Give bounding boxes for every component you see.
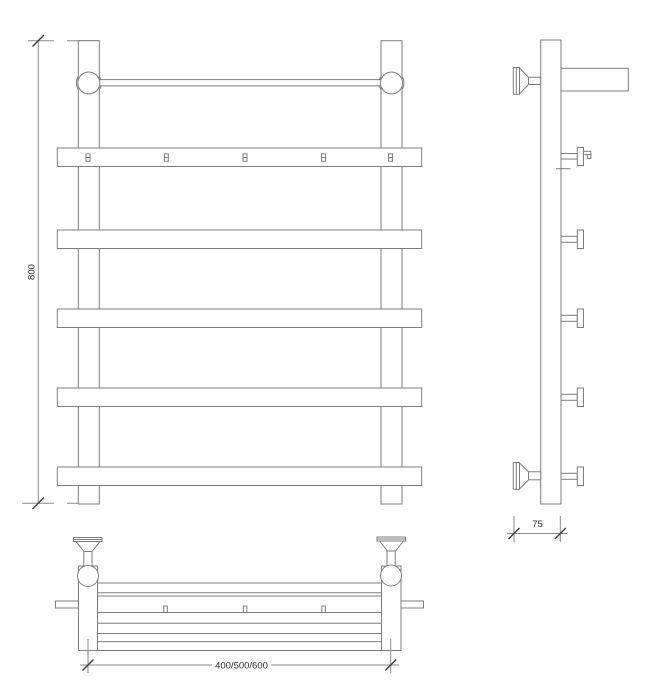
bracket-stem [529, 77, 541, 84]
height-dimension-label: 800 [26, 264, 38, 280]
top-towel-bar [100, 80, 382, 86]
plan-right-bar-end [401, 601, 424, 608]
cross-bar [57, 309, 421, 328]
front-view [22, 35, 422, 509]
plan-hooks [164, 606, 325, 613]
width-dimension-label: 400/500/600 [215, 660, 268, 672]
plan-right-bracket [377, 537, 406, 566]
left-bar-end-circle [78, 72, 100, 94]
shelf-bar [57, 148, 421, 167]
plan-back-bar [98, 642, 382, 651]
cross-bar [57, 230, 421, 249]
side-post [541, 40, 561, 504]
bracket-cone [520, 68, 529, 94]
side-top-arm [561, 68, 628, 91]
bracket-cone [380, 541, 404, 551]
plan-right-circle [381, 565, 402, 586]
right-bar-end-circle [381, 72, 403, 94]
plan-left-bracket [74, 538, 103, 567]
hook-icon [86, 154, 90, 162]
side-hook-drop [587, 155, 591, 159]
bracket-stem [84, 552, 92, 567]
bottom-wall-bracket [513, 463, 540, 490]
hook-icon [389, 154, 393, 162]
cross-bar [57, 467, 421, 486]
bracket-cone [76, 542, 100, 552]
depth-dimension-label: 75 [532, 519, 543, 530]
plan-left-bar-end [56, 601, 79, 608]
cross-bar [57, 388, 421, 407]
side-cross-bar [561, 388, 584, 407]
top-wall-bracket [513, 68, 540, 95]
side-cross-bar [561, 467, 584, 486]
side-cross-bar [561, 230, 584, 249]
side-bar-end-plate [577, 148, 583, 166]
hook-icon [322, 606, 326, 613]
left-post [78, 41, 99, 504]
plan-left-circle [78, 566, 99, 587]
hook-icon [243, 154, 247, 162]
side-view [507, 40, 628, 542]
bracket-stem [529, 472, 541, 480]
hook-icon [164, 154, 168, 162]
plan-shelf-slats [98, 583, 382, 634]
right-post [381, 41, 402, 504]
hook-icon [322, 154, 326, 162]
bottom-view [56, 537, 424, 673]
hook-icon [164, 606, 168, 613]
side-cross-bar [561, 309, 584, 328]
bracket-stem [387, 551, 395, 566]
bracket-cone [520, 463, 529, 489]
side-bar-stem [561, 154, 577, 160]
hook-icon [243, 606, 247, 613]
side-depth-dimension [507, 516, 567, 542]
